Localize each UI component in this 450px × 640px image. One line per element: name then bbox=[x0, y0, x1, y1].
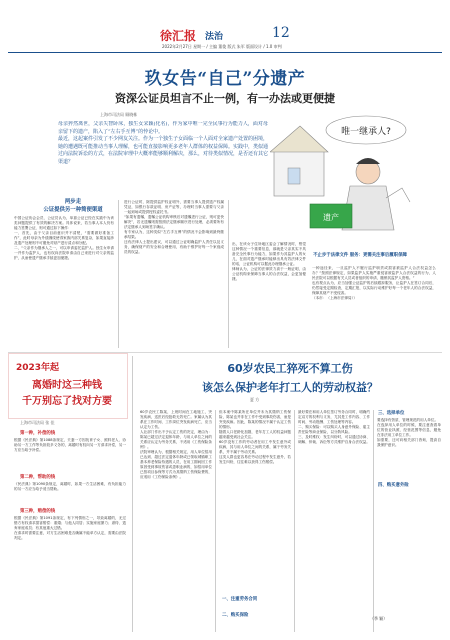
article-1-section-heading bbox=[28, 198, 118, 214]
column-divider bbox=[215, 410, 216, 632]
law-item-text-3: 根据《民法典》第1091条规定，有下列情形之一，导致离婚的，无过错方有权请求损害赔偿：重婚；与他人同居；实施家庭暴力；虐待、遗弃家庭成员；有其他重大过错。 在请求时需要注意，对方生活困难是否确属不能单方认定，需要由法院判定。 bbox=[14, 516, 126, 540]
column-divider bbox=[373, 410, 374, 632]
article-2-column-2: 但本案中陈某所在单位并未为其缴纳工伤保险，陈某也并非在工作中受到事故伤害，而是突发疾病。因此，陈某的情况不属于认定工伤的情形。 随着人口老龄化加剧，老年打工人的权益问题越来越受到社会关注。 60岁没有工作的劳动者在用工中发生意外或疾病，其与用人单位之间的关系，属于劳务关系，并不属于劳动关系。 这类人群也更容易在劳动过程中发生意外，若发生纠纷，往往难以获得工伤赔偿。 bbox=[219, 410, 291, 464]
article-1-lead: 母亲猝然离世，父亲失智卧床，独生女宋颖(化名)，作为家中唯一完全民事行为能力人，面对母亲留下的遗产，陷入了“左右手互博”的悖论中。 最近，这起案件引发了不少网友关注。作为一个独生子女面临一个人面对全家遗产处置的困境，她的遭遇既可能推动当事人理解，也可能直接影响更多老年人群体的权益保障。实践中，类似通过向法院诉讼的方式，在法院审理中大概率能够顺利解决，那么，对待类似情况，是否还有其它渠道？ bbox=[58, 121, 268, 165]
masthead-page-number: 12 bbox=[272, 25, 290, 41]
masthead-brand: 徐汇报 bbox=[160, 29, 197, 43]
masthead-section: 法治 bbox=[205, 32, 224, 42]
masthead-rule bbox=[8, 52, 442, 53]
house-window bbox=[288, 168, 300, 184]
column-divider bbox=[118, 200, 119, 348]
article-2-title-line-1: 60岁农民工猝死不算工伤 bbox=[227, 362, 353, 375]
speech-bubble-text: 唯一继承人? bbox=[341, 127, 391, 137]
inheritance-box-label: 遗产 bbox=[323, 213, 339, 222]
column-divider bbox=[132, 356, 133, 632]
article-1-subheading: 不止步于法律文件 服务：更需关注事后履职保障 bbox=[313, 253, 407, 258]
law-item-heading-3: 第三种，赔偿的钱 bbox=[20, 509, 56, 514]
column-divider bbox=[294, 410, 295, 632]
article-1-column-4: 一种途径来，一旦监护人不履行监护职责或损害被监护人合法权益怎么办？“按照法律规定，如果监护人实施严重侵害被监护人合法权益的行为，人民法院可以根据有关人员或者组织的申请，撤销其监护人资格。” 也有观点认为，应当加强公证监护的后续跟踪服务，让监护人在签订合同后，仍然接受定期检查，定期汇报，以实际行动维护好每一个老年人的合法权益，保障其财产不受侵害。 （本市：（上海市法律局）） bbox=[312, 266, 436, 300]
law-item-text-2: 《民法典》第1090条规定，离婚时，如果一方生活困难，有负担能力的另一方应当给予适当帮助。 bbox=[14, 482, 126, 491]
article-1-column-3: 出，在该女子住所地区委会了解情况时，察觉这种情况一个重要信息，那就是父亲其实不具备完全民事行为能力，如果作为其监护人的女儿，在面对遗产继承时能够出具有效法律文件的话，公证机构可以据此办理继承公证。 律师认为，公证的法律效力高于一般证明，由公证机构来保障当事人的合法权益，会更加便捷。 bbox=[232, 242, 306, 281]
law-box-title-line-1: 离婚时这三种钱 bbox=[32, 380, 102, 391]
person-arm bbox=[386, 188, 410, 202]
article-1-subtitle: 资深公证员坦言不止一例，有一办法或更便捷 bbox=[115, 92, 335, 105]
section-heading-line-1: 两步走 bbox=[64, 199, 82, 205]
article-1-title: 玖女告“自己”分遗产 bbox=[144, 69, 306, 89]
law-box-byline: 上海市司法局 张 佳 bbox=[20, 420, 55, 425]
article-2-column-3: 最好要在和用人单位签订劳务合同时，明确约定双方的权利与义务，尤其是工作内容、工作时间、劳动报酬、工伤处理等内容。 二、购买保险：可以购买人身意外保险、雇主责任险等商业保险，以分散风险。 三、及时维权：发生纠纷时，可以通过协商、调解、仲裁、诉讼等方式维护自身合法权益。 bbox=[298, 410, 370, 444]
article-2-subheading-b: 二、购买保险 bbox=[222, 613, 249, 618]
article-2-credit: （季 颖） bbox=[370, 616, 388, 621]
section-heading-line-2: 公证提供另一种简便渠道 bbox=[43, 207, 103, 213]
inheritance-illustration bbox=[270, 108, 418, 238]
article-2-title-line-2: 该怎么保护老年打工人的劳动权益？ bbox=[202, 381, 378, 394]
article-1-byline: 上海市司法局 顾晓栋 bbox=[100, 112, 138, 117]
law-item-heading-1: 第一种，补偿的钱 bbox=[20, 431, 56, 436]
article-2-subheading-d: 四、购买意外险 bbox=[378, 483, 409, 488]
law-item-text-1: 根据《民法典》第1088条规定，夫妻一方因抚育子女、照料老人、协助另一方工作等负担较多义务的，离婚时有权向另一方请求补偿，另一方应当给予补偿。 bbox=[14, 438, 126, 452]
law-box-title-line-2: 千万别忘了找对方要 bbox=[22, 396, 112, 407]
article-2-column-4: 要选择有资质、管理规范的用人单位。 在选择用人单位的时候，要注意查看单位的营业执照、经营范围等信息，避免在非法用工单位工作。 如需要，还可向相关部门咨询，提高自我保护意识。 bbox=[377, 418, 441, 447]
article-2-byline: 夏 方 bbox=[250, 397, 260, 402]
masthead-date: 2022年2月27日 星期一 / 主编 董俊 版式 朱军 版面设计 / 1.0 审判 bbox=[162, 44, 282, 49]
article-2-subheading-c: 三、选择单位 bbox=[378, 411, 405, 416]
law-box-year: 2023年起 bbox=[16, 363, 60, 373]
column-divider bbox=[228, 200, 229, 348]
person-hair bbox=[356, 158, 380, 164]
house-roof bbox=[270, 126, 328, 152]
article-1-column-2: 进行公证时，除提供监护权证明外，需要当事人提供遗产权属凭证，如银行存款证明、房产证等，办理时当事人需要与父亲一起到场或提供授权委托书。 “如果有遗嘱，遗嘱公证机构审核后对遗嘱进行公证，则可更快解决”，若无遗嘱则需按照法定继承顺序进行处理，必须要所有法定继承人到场签字确认。 有专家认为，这种类似“左右手互博”的情况不会影响到最终继承结果。 还有法律人士提出建议，可以通过公证明确监护人责任以及义务，确保财产的安全和合理使用，有助于维护好每一个家庭成员的权益。 bbox=[124, 200, 224, 254]
law-item-heading-2: 第二种，帮助的钱 bbox=[20, 475, 56, 480]
article-2-column-1: 60岁农民工陈某，上班时间在工地施工，突发疾病，送医后经抢救无效死亡。家属认为其系在工作时间、工作岗位突发疾病死亡，应当认定为工伤。 人社部门作出不予认定工伤的决定，理由为：陈某已超过法定退休年龄，与用人单位之间的关系应认定为劳务关系，不适用《工伤保险条例》。 法院审理认为，根据相关规定，用人单位招用已达到、超过法定退休年龄或已领取城镇职工基本养老保险待遇的人员，在用工期间因工作原因受到事故伤害或患职业病的，如招用单位已按项目参保等方式为其缴纳工伤保险费的，应适用《工伤保险条例》。 bbox=[140, 410, 212, 479]
article-2-subheading-a: 一、注重劳务合同 bbox=[222, 597, 258, 602]
article-1-column-1: 中国公证协会会员、公证员认为，单靠公证已经在实践中为该类问题提供了有效的解决方案。具体说来，若当事人本人仍有能力签署公证，则可通过如下操作： 一、首先，由于父亲目前意识并不清楚，“需要做好准备工作”，此时母亲为外债缠绕使得家族内部关系复杂，如果直接涉及遗产处理则不可避免对财产进行清点和分配。 二、“父亲作为继承人之一，可以申请委托监护人。独生女申请一并作为监护人，也有权向法院申请由自己来进行对父亲的监护，从而使遗产继承手续更加便捷。 bbox=[14, 216, 114, 260]
